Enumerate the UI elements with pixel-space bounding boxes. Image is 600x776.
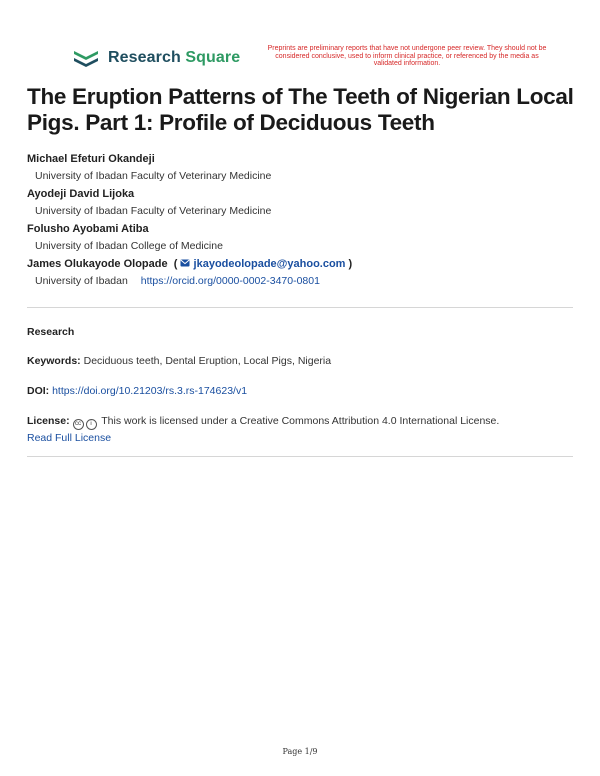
- divider: [27, 307, 573, 308]
- author-list: [27, 151, 577, 291]
- corresponding-author: [27, 256, 577, 273]
- keywords-row: [27, 353, 577, 369]
- license-text: This work is licensed under a Creative Commons Attribution 4.0 International License.: [101, 415, 500, 427]
- author-name: James Olukayode Olopade: [27, 258, 168, 270]
- email-group: ( jkayodeolopade@yahoo.com ): [170, 258, 353, 270]
- author-affiliation: University of Ibadan Faculty of Veterinary Medicine: [35, 205, 272, 217]
- research-square-logo: [72, 48, 240, 68]
- author-affiliation: University of Ibadan Faculty of Veterinary Medicine: [35, 170, 272, 182]
- license-label: License:: [27, 415, 70, 427]
- section-label: Research: [27, 326, 75, 338]
- read-full-license-link[interactable]: Read Full License: [27, 432, 112, 444]
- page-number: Page 1/9: [282, 747, 318, 756]
- author-name: Michael Efeturi Okandeji: [27, 153, 155, 165]
- author-affiliation: University of Ibadan: [35, 275, 128, 287]
- license-row: [27, 413, 577, 446]
- author-affiliation: University of Ibadan College of Medicine: [35, 240, 223, 252]
- doi-link[interactable]: https://doi.org/10.21203/rs.3.rs-174623/v1: [52, 385, 248, 397]
- author-name: Ayodeji David Lijoka: [27, 188, 135, 200]
- keywords-value: Deciduous teeth, Dental Eruption, Local Pigs, Nigeria: [83, 355, 332, 367]
- creative-commons-icon: cc: [73, 419, 84, 430]
- author-affiliation-row: [27, 273, 577, 291]
- author-name: Folusho Ayobami Atiba: [27, 223, 149, 235]
- attribution-icon: i: [86, 419, 97, 430]
- preprint-disclaimer: Preprints are preliminary reports that have not undergone peer review. They should not be considered conclusive, used to inform clinical practice, or referenced by the media as validated information.: [267, 45, 547, 68]
- paper-title: The Eruption Patterns of The Teeth of Nigerian Local Pigs. Part 1: Profile of Deciduous Teeth: [27, 84, 574, 135]
- logo-wordmark: Research Square: [108, 49, 241, 66]
- orcid-link[interactable]: https://orcid.org/0000-0002-3470-0801: [140, 275, 320, 287]
- keywords-label: Keywords:: [27, 355, 81, 367]
- doi-row: [27, 383, 577, 399]
- author-email-link[interactable]: jkayodeolopade@yahoo.com: [193, 258, 346, 270]
- research-square-logo-icon: [72, 48, 100, 68]
- divider: [27, 456, 573, 457]
- envelope-icon: [180, 258, 190, 270]
- doi-label: DOI:: [27, 385, 50, 397]
